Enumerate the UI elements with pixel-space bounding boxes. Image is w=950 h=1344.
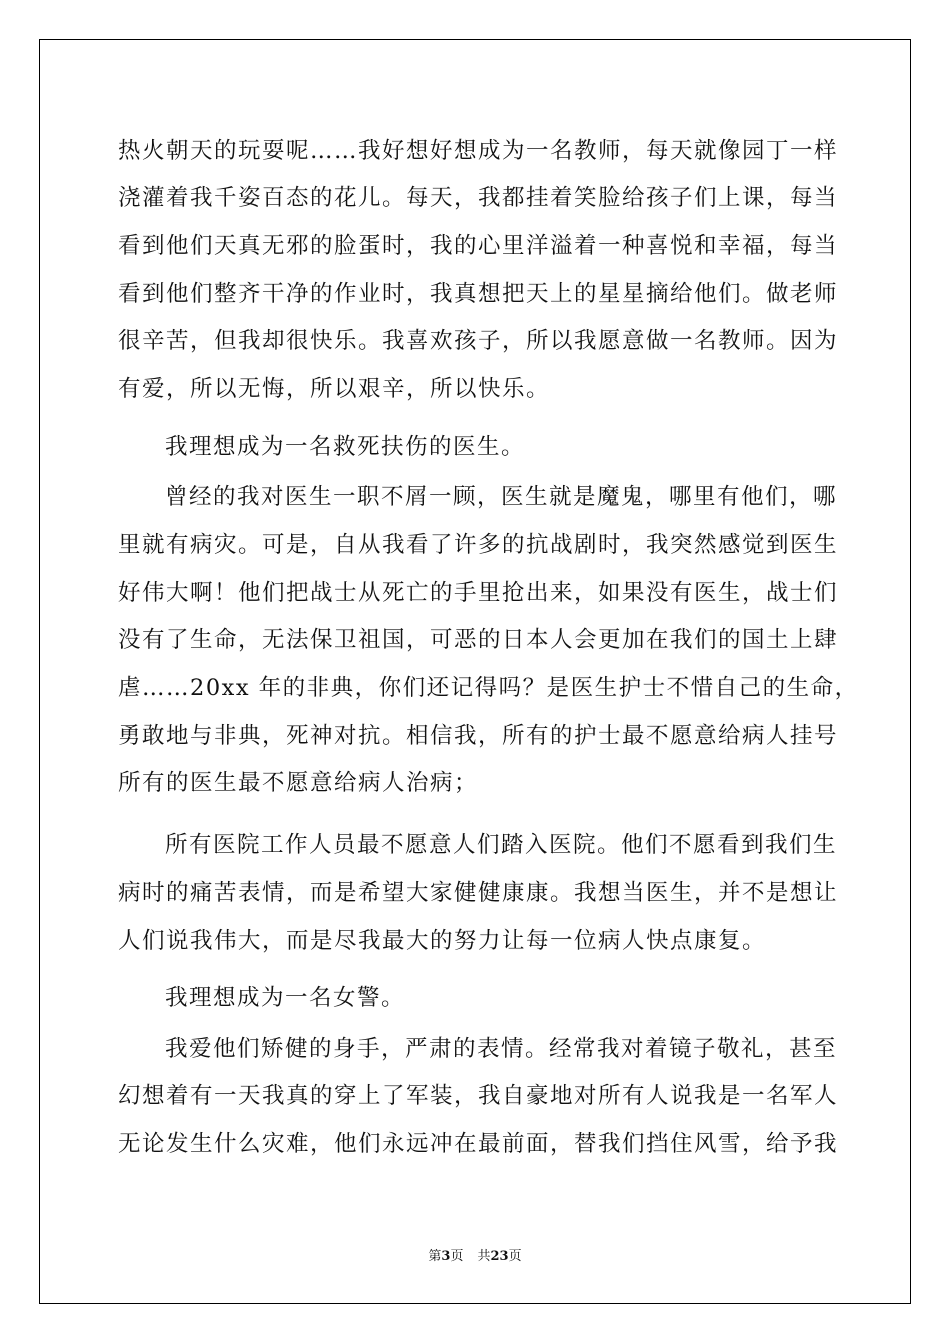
page-number: 3 <box>441 1249 451 1264</box>
text-line: 里就有病灾。可是，自从我看了许多的抗战剧时，我突然感觉到医生 <box>118 532 839 558</box>
text-line: 无论发生什么灾难，他们永远冲在最前面，替我们挡住风雪，给予我 <box>118 1131 839 1157</box>
text-line: 很辛苦，但我却很快乐。我喜欢孩子，所以我愿意做一名教师。因为 <box>118 328 839 354</box>
page-label-suffix: 页 <box>450 1249 464 1264</box>
text-line: 看到他们整齐干净的作业时，我真想把天上的星星摘给他们。做老师 <box>118 281 839 307</box>
paragraph-heading: 我理想成为一名救死扶伤的医生。 <box>165 434 526 460</box>
text-line: 人们说我伟大，而是尽我最大的努力让每一位病人快点康复。 <box>118 928 767 954</box>
page-footer <box>0 1245 950 1264</box>
page-total: 23 <box>490 1249 509 1264</box>
page-label-prefix: 第 <box>428 1249 442 1264</box>
text-line: 虐……20xx 年的非典，你们还记得吗？是医生护士不惜自己的生命， <box>118 675 859 701</box>
text-line: 没有了生命，无法保卫祖国，可恶的日本人会更加在我们的国土上肆 <box>118 627 839 653</box>
text-line: 好伟大啊！他们把战士从死亡的手里抢出来，如果没有医生，战士们 <box>118 580 839 606</box>
text-line: 所有的医生最不愿意给病人治病； <box>118 770 479 796</box>
page-border <box>39 39 911 1304</box>
text-line: 幻想着有一天我真的穿上了军装，我自豪地对所有人说我是一名军人 <box>118 1083 839 1109</box>
text-line: 所有医院工作人员最不愿意人们踏入医院。他们不愿看到我们生 <box>165 832 838 858</box>
text-line: 勇敢地与非典，死神对抗。相信我，所有的护士最不愿意给病人挂号 <box>118 723 839 749</box>
total-label-suffix: 页 <box>508 1249 522 1264</box>
text-line: 热火朝天的玩耍呢……我好想好想成为一名教师，每天就像园丁一样 <box>118 138 839 164</box>
text-line: 有爱，所以无悔，所以艰辛，所以快乐。 <box>118 376 551 402</box>
text-line: 浇灌着我千姿百态的花儿。每天，我都挂着笑脸给孩子们上课，每当 <box>118 185 839 211</box>
text-line: 我爱他们矫健的身手，严肃的表情。经常我对着镜子敬礼，甚至 <box>165 1036 838 1062</box>
text-line: 病时的痛苦表情，而是希望大家健健康康。我想当医生，并不是想让 <box>118 880 839 906</box>
text-line: 曾经的我对医生一职不屑一顾，医生就是魔鬼，哪里有他们，哪 <box>165 484 838 510</box>
paragraph-heading: 我理想成为一名女警。 <box>165 985 406 1011</box>
total-label-prefix: 共 <box>477 1249 491 1264</box>
text-line: 看到他们天真无邪的脸蛋时，我的心里洋溢着一种喜悦和幸福，每当 <box>118 233 839 259</box>
